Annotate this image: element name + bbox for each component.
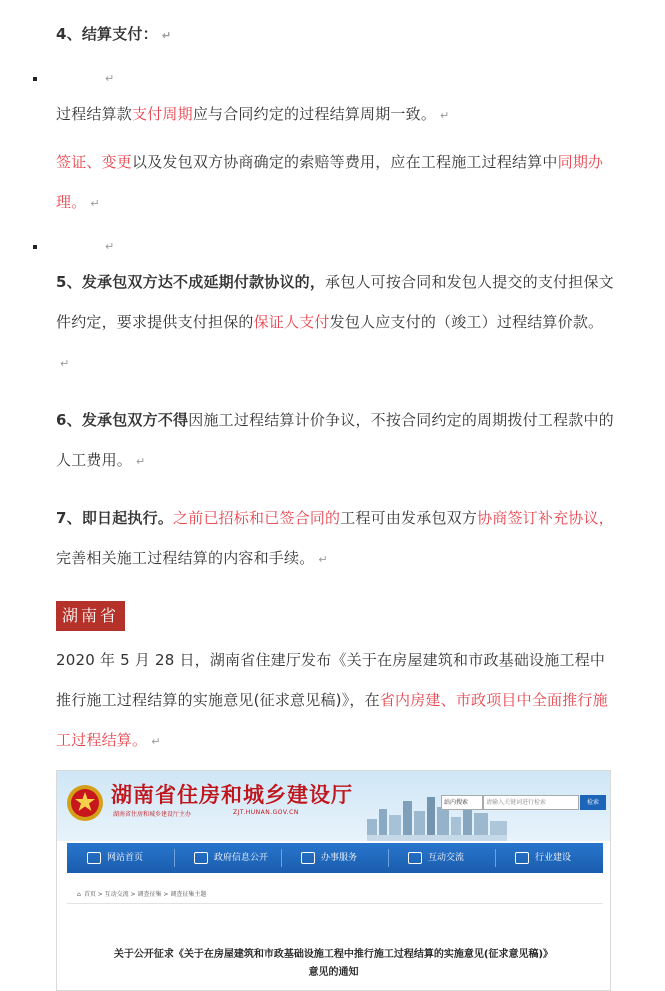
paragraph-payment-period: 过程结算款支付周期应与合同约定的过程结算周期一致。 ↵ bbox=[56, 105, 450, 123]
nav-divider bbox=[495, 849, 496, 867]
search-scope-select[interactable]: 站内搜索 bbox=[441, 795, 483, 810]
site-banner bbox=[57, 771, 610, 841]
section-7-paragraph: 7、即日起执行。之前已招标和已签合同的工程可由发承包双方协商签订补充协议，完善相关施工过程结算的内容和手续。 ↵ bbox=[56, 509, 614, 567]
nav-home[interactable]: 网站首页 bbox=[87, 843, 143, 873]
section-4-heading: 4、结算支付： ↵ bbox=[56, 25, 172, 43]
search-input[interactable]: 请输入关键词进行检索 bbox=[483, 795, 579, 810]
hunan-province-tag: 湖南省 bbox=[56, 601, 125, 631]
section-6-paragraph: 6、发承包双方不得因施工过程结算计价争议，不按合同约定的周期拨付工程款中的人工费用。 ↵ bbox=[56, 411, 614, 469]
embedded-website-screenshot bbox=[56, 770, 611, 991]
paragraph-visa-change: 签证、变更以及发包双方协商确定的索赔等费用，应在工程施工过程结算中同期办理。 ↵ bbox=[56, 153, 604, 211]
site-nav-bar bbox=[67, 843, 603, 873]
heart-icon bbox=[301, 852, 315, 864]
site-url: ZJT.HUNAN.GOV.CN bbox=[233, 809, 299, 816]
section-5-paragraph: 5、发承包双方达不成延期付款协议的，承包人可按合同和发包人提交的支付担保文件约定，要求提供支付担保的保证人支付发包人应支付的（竣工）过程结算价款。↵ bbox=[56, 273, 614, 370]
notice-title-line2: 意见的通知 bbox=[308, 967, 359, 978]
paragraph-mark: ↵ bbox=[105, 72, 115, 85]
nav-services[interactable]: 办事服务 bbox=[301, 843, 357, 873]
nav-divider bbox=[388, 849, 389, 867]
document-icon bbox=[194, 852, 208, 864]
nav-interaction[interactable]: 互动交流 bbox=[408, 843, 464, 873]
hunan-paragraph: 2020 年 5 月 28 日，湖南省住建厅发布《关于在房屋建筑和市政基础设施工程中推行施工过程结算的实施意见(征求意见稿)》，在省内房建、市政项目中全面推行施工过程结算。 ↵ bbox=[56, 651, 608, 749]
home-icon: ⌂ bbox=[77, 891, 81, 898]
site-subtitle: 湖南省住房和城乡建设厅主办 bbox=[113, 811, 192, 818]
site-title: 湖南省住房和城乡建设厅 bbox=[111, 783, 353, 807]
nav-industry[interactable]: 行业建设 bbox=[515, 843, 571, 873]
nav-divider bbox=[281, 849, 282, 867]
building-icon bbox=[515, 852, 529, 864]
chat-icon bbox=[408, 852, 422, 864]
search-button[interactable]: 检索 bbox=[580, 795, 606, 810]
notice-title-line1: 关于公开征求《关于在房屋建筑和市政基础设施工程中推行施工过程结算的实施意见(征求意见稿)》 bbox=[113, 949, 554, 960]
nav-divider bbox=[174, 849, 175, 867]
national-emblem-icon bbox=[65, 783, 105, 823]
breadcrumb: ⌂ 首页 > 互动交流 > 调查征集 > 调查征集主题 bbox=[77, 891, 207, 898]
nav-gov-info[interactable]: 政府信息公开 bbox=[194, 843, 268, 873]
paragraph-mark: ↵ bbox=[105, 240, 115, 253]
bullet-marker bbox=[33, 77, 37, 81]
bullet-marker bbox=[33, 245, 37, 249]
breadcrumb-divider bbox=[67, 903, 603, 904]
home-icon bbox=[87, 852, 101, 864]
